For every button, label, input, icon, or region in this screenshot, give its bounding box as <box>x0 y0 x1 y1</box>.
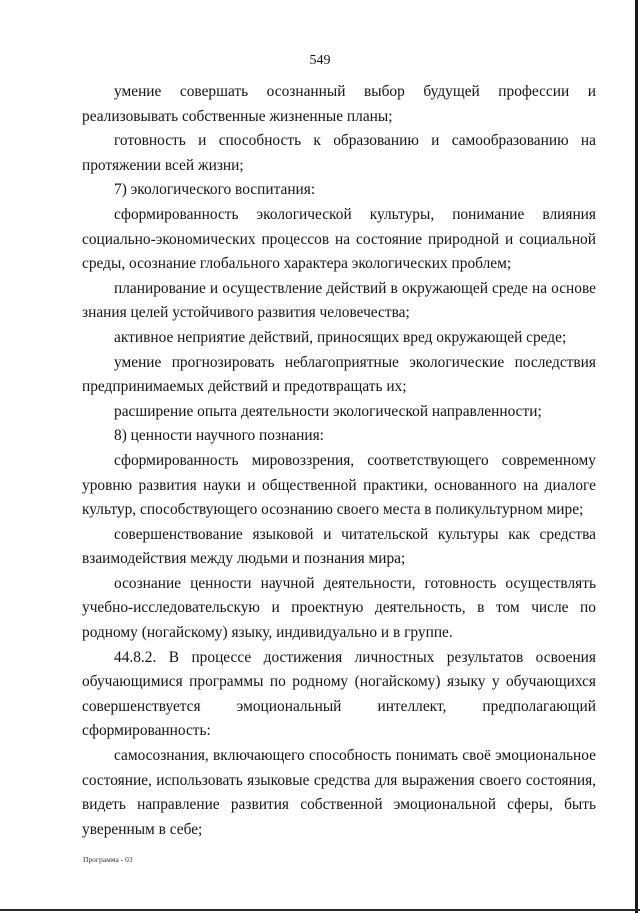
scan-edge-bottom <box>0 909 640 911</box>
heading-scientific-knowledge: 8) ценности научного познания: <box>114 427 324 445</box>
paragraph-lifelong-learning: готовность и способность к образованию и самообразованию на протяжении всей жизни; <box>82 132 596 174</box>
paragraph-ecological-experience: расширение опыта деятельности экологической направленности; <box>114 402 542 420</box>
heading-ecological-education: 7) экологического воспитания: <box>114 181 316 199</box>
paragraph-research-activity: осознание ценности научной деятельности, готовность осуществлять учебно-исследовательскую и проектную деятельность, в том числе по родному (ногайскому) языку, индивидуально и в группе. <box>82 574 596 642</box>
paragraph-career-choice: умение совершать осознанный выбор будущей профессии и реализовывать собственные жизненные планы; <box>82 83 596 125</box>
paragraph-self-awareness: самосознания, включающего способность понимать своё эмоциональное состояние, использовать языковые средства для выражения своего состояния, видеть направление развития собственной эмоциональной сферы, быть уверенным в себе; <box>82 747 596 838</box>
paragraph-rejecting-harm: активное неприятие действий, приносящих вред окружающей среде; <box>114 328 567 346</box>
body-text <box>82 80 596 842</box>
paragraph-worldview: сформированность мировоззрения, соответствующего современному уровню развития науки и общественной практики, основанного на диалоге культур, способствующего осознанию своего места в поликультурном мире; <box>82 451 596 519</box>
footer-note: Программа - 03 <box>83 855 133 864</box>
paragraph-ecological-culture: сформированность экологической культуры, понимание влияния социально-экономических процессов на состояние природной и социальной среды, осознание глобального характера экологических проблем; <box>82 205 596 273</box>
paragraph-forecasting-consequences: умение прогнозировать неблагоприятные экологические последствия предпринимаемых действий и предотвращать их; <box>82 353 596 396</box>
paragraph-language-culture: совершенствование языковой и читательской культуры как средства взаимодействия между людьми и познания мира; <box>82 525 596 568</box>
paragraph-section-44-8-2: 44.8.2. В процессе достижения личностных результатов освоения обучающимися программы по родному (ногайскому) языку у обучающихся совершенствуется эмоциональный интеллект, предполагающий сформированность: <box>82 648 596 740</box>
paragraph-environment-planning: планирование и осуществление действий в окружающей среде на основе знания целей устойчивого развития человечества; <box>82 279 596 322</box>
page-number: 549 <box>309 53 331 68</box>
scan-edge-right <box>635 0 638 913</box>
